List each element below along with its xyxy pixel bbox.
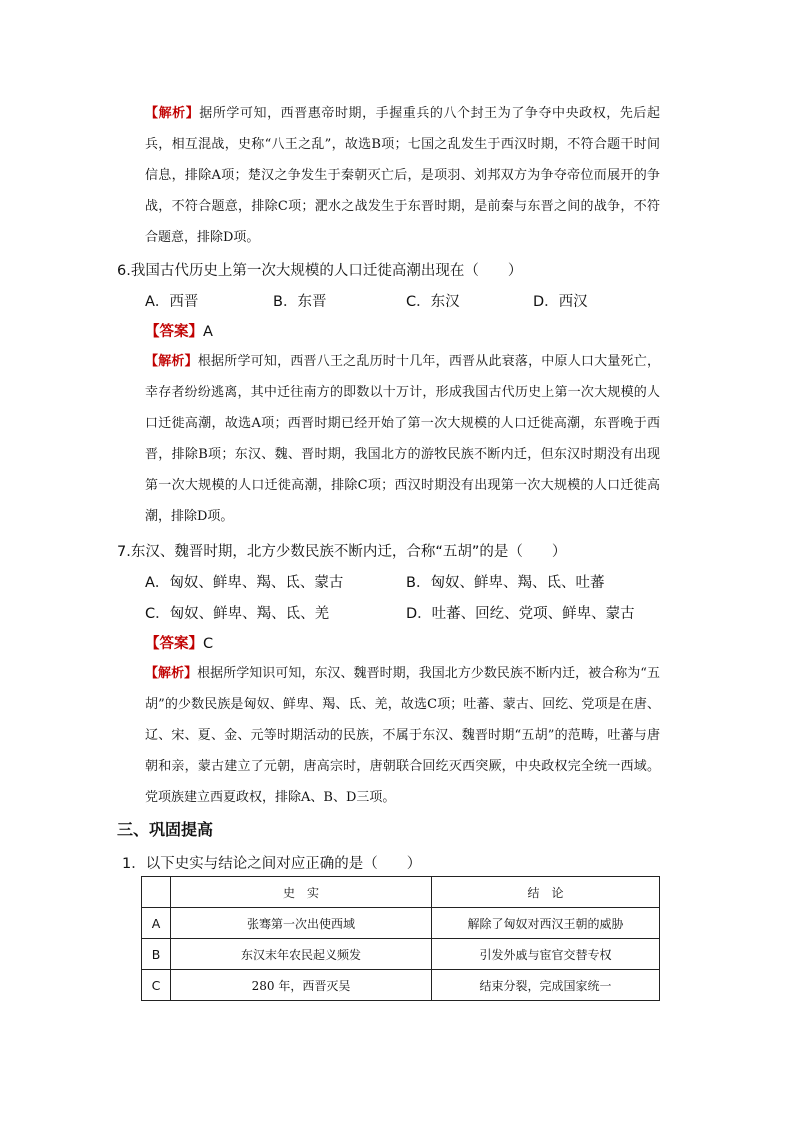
explanation-tag: 【解析】 <box>145 666 198 681</box>
explanation-text: 根据所学可知，西晋八王之乱历时十几年，西晋从此衰落，中原人口大量死亡，幸存者纷纷逃离，其中迁往南方的即数以十万计，形成我国古代历史上第一次大规模的人口迁徙高潮，故选A项；西晋时期已经开始了第一次大规模的人口迁徙高潮，东晋晚于西晋，排除B项；东汉、魏、晋时期，我国北方的游牧民族不断内迁，但东汉时期没有出现第一次大规模的人口迁徙高潮，排除C项；西汉时期没有出现第一次大规模的人口迁徙高潮，排除D项。 <box>145 354 660 524</box>
table-cell: 解除了匈奴对西汉王朝的威胁 <box>432 908 660 939</box>
explanation-tag: 【解析】 <box>145 106 200 121</box>
q6-stem: 6.我国古代历史上第一次大规模的人口迁徙高潮出现在（ ） <box>117 263 523 279</box>
table-cell: 引发外戚与宦官交替专权 <box>432 939 660 970</box>
q6-option-a: A．西晋 <box>145 294 199 310</box>
answer-value: A <box>203 324 213 340</box>
table-header-cell <box>142 877 171 908</box>
answer-tag: 【答案】 <box>145 324 203 340</box>
answer-value: C <box>203 636 214 652</box>
table-cell: B <box>142 939 171 970</box>
explanation-text: 据所学可知，西晋惠帝时期，手握重兵的八个封王为了争夺中央政权，先后起兵，相互混战，史称“八王之乱”，故选B项；七国之乱发生于西汉时期，不符合题干时间信息，排除A项；楚汉之争发生于秦朝灭亡后，是项羽、刘邦双方为争夺帝位而展开的争战，不符合题意，排除C项；淝水之战发生于东晋时期，是前秦与东晋之间的战争，不符合题意，排除D项。 <box>145 106 660 245</box>
q5-explanation <box>145 98 660 253</box>
q6-answer <box>145 320 213 341</box>
q6-option-b: B．东晋 <box>273 294 327 310</box>
fact-conclusion-table <box>141 876 660 1001</box>
table-cell: A <box>142 908 171 939</box>
table-row <box>142 939 660 970</box>
explanation-tag: 【解析】 <box>145 354 198 369</box>
q1-stem: 1．以下史实与结论之间对应正确的是（ ） <box>122 856 422 872</box>
q7-option-d: D．吐蕃、回纥、党项、鲜卑、蒙古 <box>406 606 635 622</box>
table-cell: 结束分裂，完成国家统一 <box>432 970 660 1001</box>
section-title: 三、巩固提高 <box>117 820 214 839</box>
q7-explanation <box>145 658 660 813</box>
q7-stem: 7.东汉、魏晋时期，北方少数民族不断内迁，合称“五胡”的是（ ） <box>117 544 567 560</box>
q7-option-a: A．匈奴、鲜卑、羯、氐、蒙古 <box>145 575 344 591</box>
table-row <box>142 908 660 939</box>
q6-explanation <box>145 346 660 532</box>
table-cell: 张骞第一次出使西域 <box>171 908 432 939</box>
table-header-row <box>142 877 660 908</box>
explanation-text: 根据所学知识可知，东汉、魏晋时期，我国北方少数民族不断内迁，被合称为“五胡”的少数民族是匈奴、鲜卑、羯、氐、羌，故选C项；吐蕃、蒙古、回纥、党项是在唐、辽、宋、夏、金、元等时期活动的民族，不属于东汉、魏晋时期“五胡”的范畴，吐蕃与唐朝和亲，蒙古建立了元朝，唐高宗时，唐朝联合回纥灭西突厥，中央政权完全统一西域。党项族建立西夏政权，排除A、B、D三项。 <box>145 666 660 805</box>
table-cell: C <box>142 970 171 1001</box>
table-header-cell: 史 实 <box>171 877 432 908</box>
q7-answer <box>145 632 213 653</box>
table-cell: 东汉末年农民起义频发 <box>171 939 432 970</box>
table-header-cell: 结 论 <box>432 877 660 908</box>
answer-tag: 【答案】 <box>145 636 203 652</box>
q7-option-b: B．匈奴、鲜卑、羯、氐、吐蕃 <box>406 575 605 591</box>
q7-option-c: C．匈奴、鲜卑、羯、氐、羌 <box>145 606 330 622</box>
q6-option-c: C．东汉 <box>406 294 460 310</box>
table-cell: 280 年，西晋灭吴 <box>171 970 432 1001</box>
q6-option-d: D．西汉 <box>533 294 588 310</box>
table-row <box>142 970 660 1001</box>
